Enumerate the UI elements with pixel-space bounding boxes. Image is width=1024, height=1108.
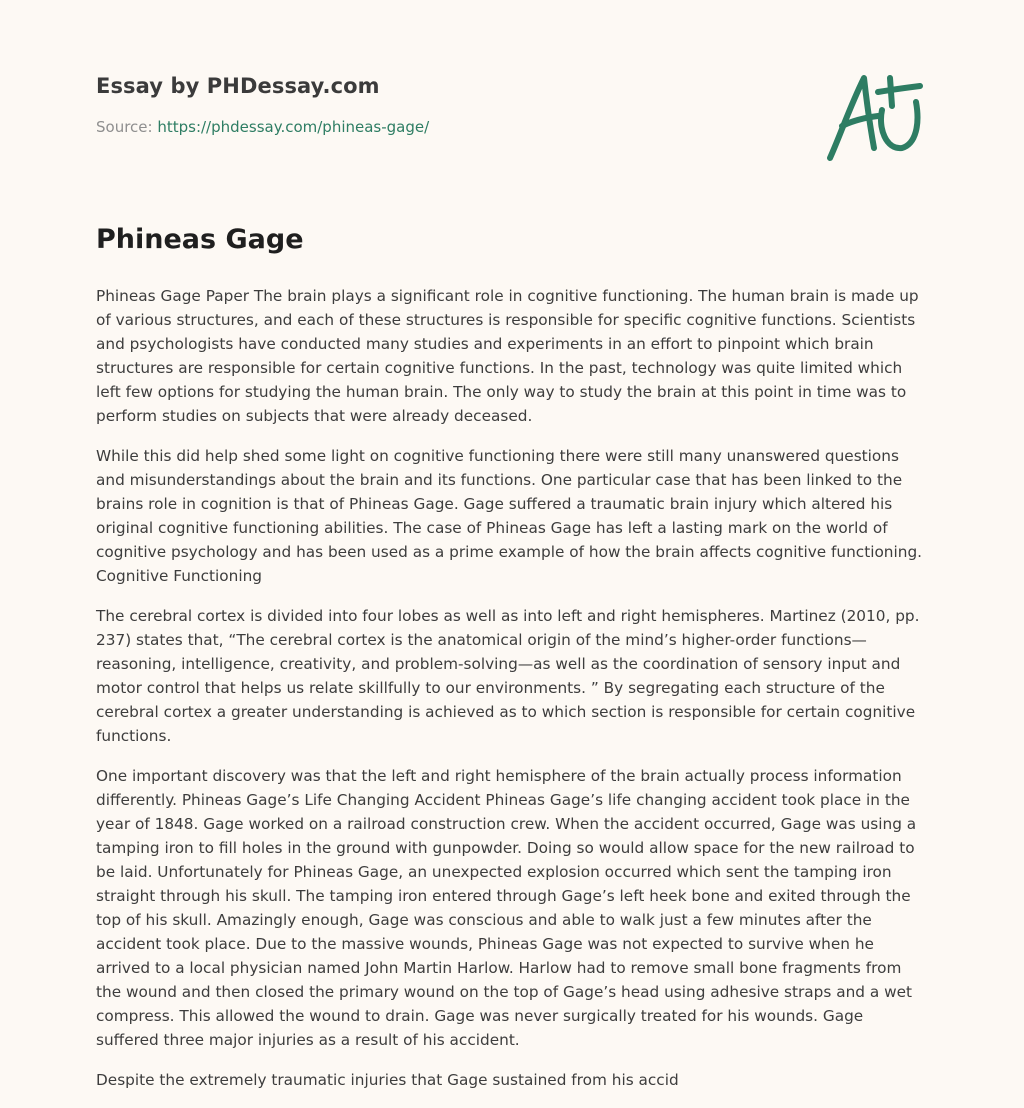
essay-paragraph: While this did help shed some light on cognitive functioning there were still many unanswered questions and misunderstandings about the brain and its functions. One particular case that has been linked to the brains role in cognition is that of Phineas Gage. Gage suffered a traumatic brain injury which altered his original cognitive functioning abilities. The case of Phineas Gage has left a lasting mark on the world of cognitive psychology and has been used as a prime example of how the brain affects cognitive functioning. Cognitive Functioning xyxy=(96,447,923,585)
essay-paragraph: The cerebral cortex is divided into four lobes as well as into left and right hemispheres. Martinez (2010, pp. 237) states that, “The cerebral cortex is the anatomical origin of the mind’s higher-order functions—reasoning, intelligence, creativity, and problem-solving—as well as the coordination of sensory input and motor control that helps us relate skillfully to our environments. ” By segregating each structure of the cerebral cortex a greater understanding is achieved as to which section is responsible for certain cognitive functions. xyxy=(96,607,920,745)
source-label: Source: xyxy=(96,118,158,136)
essay-paragraph: Despite the extremely traumatic injuries that Gage sustained from his accid xyxy=(96,1071,679,1089)
essay-body xyxy=(96,284,928,1108)
site-title: Essay by PHDessay.com xyxy=(96,74,380,98)
source-link[interactable]: https://phdessay.com/phineas-gage/ xyxy=(157,118,430,136)
essay-title: Phineas Gage xyxy=(96,224,304,255)
essay-paragraph: One important discovery was that the left and right hemisphere of the brain actually process information differently. Phineas Gage’s Life Changing Accident Phineas Gage’s life changing accident took place in the year of 1848. Gage worked on a railroad construction crew. When the accident occurred, Gage was using a tamping iron to fill holes in the ground with gunpowder. Doing so would allow space for the new railroad to be laid. Unfortunately for Phineas Gage, an unexpected explosion occurred which sent the tamping iron straight through his skull. The tamping iron entered through Gage’s left heek bone and exited through the top of his skull. Amazingly enough, Gage was conscious and able to walk just a few minutes after the accident took place. Due to the massive wounds, Phineas Gage was not expected to survive when he arrived to a local physician named John Martin Harlow. Harlow had to remove small bone fragments from the wound and then closed the primary wound on the top of Gage’s head using adhesive straps and a wet compress. This allowed the wound to drain. Gage was never surgically treated for his wounds. Gage suffered three major injuries as a result of his accident. xyxy=(96,767,917,1049)
essay-paragraph: Phineas Gage Paper The brain plays a significant role in cognitive functioning. The human brain is made up of various structures, and each of these structures is responsible for specific cognitive functions. Scientists and psychologists have conducted many studies and experiments in an effort to pinpoint which brain structures are responsible for certain cognitive functions. In the past, technology was quite limited which left few options for studying the human brain. The only way to study the brain at this point in time was to perform studies on subjects that were already deceased. xyxy=(96,287,919,425)
source-line xyxy=(96,118,776,136)
page-header xyxy=(96,74,776,136)
a-plus-logo-icon xyxy=(820,66,932,166)
